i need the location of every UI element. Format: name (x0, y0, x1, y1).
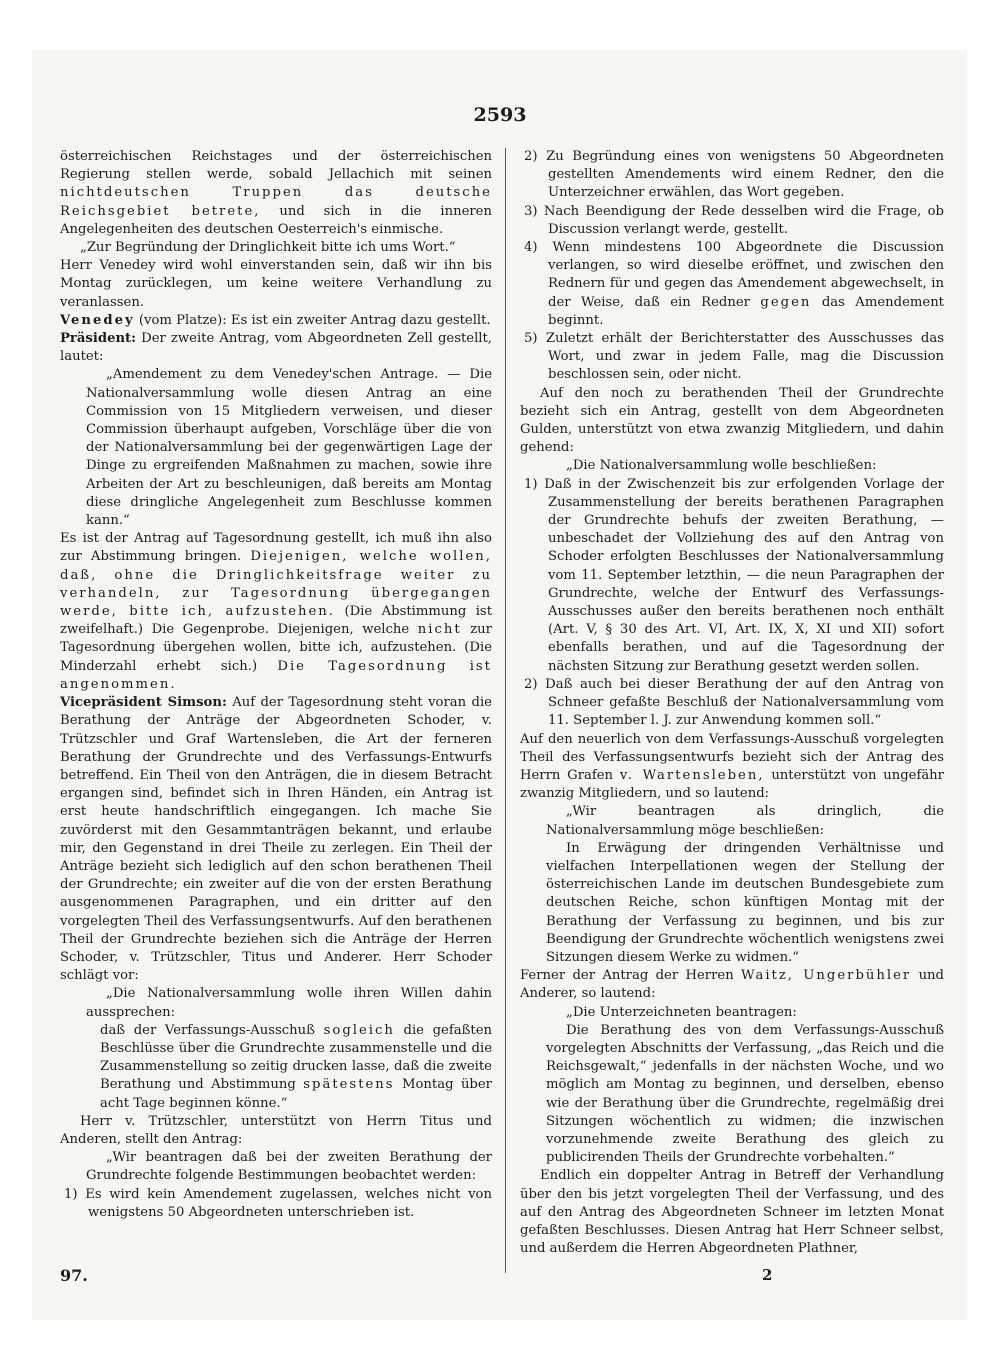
quoted-motion: „Wir beantragen daß bei der zweiten Berathung der Grundrechte folgende Bestimmungen beobachtet werden: (86, 1150, 492, 1184)
paragraph: Vicepräsident Simson: Auf der Tagesordnung steht voran die Berathung der Anträge der Abgeordneten Schoder, v. Trützschler und Graf Wartensleben, die Art der ferneren Berathung der Grundrechte und des Verfassungs-Entwurfs betreffend. Ein Theil von den Anträgen, die in diesem Betracht ergangen sind, befindet sich in Ihren Händen, ein Antrag ist erst heute handschriftlich eingegangen. Ich mache Sie zuvörderst mit den Gesammtanträgen bekannt, und erlaube mir, den Gegenstand in drei Theile zu zerlegen. Ein Theil der Anträge bezieht sich lediglich auf den schon berathenen Theil der Grundrechte; ein zweiter auf die von der ersten Berathung ausgenommenen Paragraphen, und ein dritter auf den vorgelegten Theil des Verfassungsentwurfs. Auf den berathenen Theil der Grundrechte beziehen sich die Anträge der Herren Schoder, v. Trützschler, Titus und Anderer. Herr Schoder schlägt vor: (60, 695, 492, 984)
list-item: 1) Daß in der Zwischenzeit bis zur erfolgenden Vorlage der Zusammenstellung der bereits berathenen Paragraphen der Grundrechte behufs der zweiten Berathung, — unbeschadet der Vollziehung des auf den Antrag von Schoder erfolgten Beschlusses der Nationalversammlung vom 11. September letzthin, — die neun Paragraphen der Grundrechte, welche der Entwurf des Verfassungs-Ausschusses außer den bereits berathenen noch enthält (Art. V, § 30 des Art. VI, Art. IX, X, XI und XII) sofort ebenfalls berathen, und auf die Tagesordnung der nächsten Sitzung zur Berathung gesetzt werden sollen. (524, 476, 944, 674)
paragraph: Ferner der Antrag der Herren Waitz, Ungerbühler und Anderer, so lautend: (520, 968, 944, 1002)
list-item: 2) Daß auch bei dieser Berathung der auf den Antrag von Schneer gefaßte Beschluß der Nationalversammlung vom 11. September l. J. zur Anwendung kommen soll.“ (524, 676, 944, 729)
list-item: 4) Wenn mindestens 100 Abgeordnete die Discussion verlangen, so wird dieselbe eröffnet, und zwischen den Rednern für und gegen das Amendement abgewechselt, in der Weise, daß ein Redner gegen das Amendement beginnt. (524, 240, 944, 328)
quoted-motion: daß der Verfassungs-Ausschuß sogleich die gefaßten Beschlüsse über die Grundrechte zusammenstelle und die Zusammenstellung so zeitig drucken lasse, daß die zweite Berathung und Abstimmung spätestens Montag über acht Tage beginnen könne.“ (100, 1022, 492, 1111)
paragraph: Endlich ein doppelter Antrag in Betreff der Verhandlung über den bis jetzt vorgelegten Theil der Verfassung, und des auf den Antrag des Abgeordneten Schneer im letzten Monat gefaßten Beschlusses. Diesen Antrag hat Herr Schneer selbst, und außerdem die Herren Abgeordneten Plathner, (520, 1168, 944, 1257)
list-item: 5) Zuletzt erhält der Berichterstatter des Ausschusses das Wort, und zwar in jedem Falle, mag die Discussion beschlossen sein, oder nicht. (524, 331, 944, 383)
paragraph: „Zur Begründung der Dringlichkeit bitte ich ums Wort.“ (80, 240, 456, 256)
quoted-motion: „Die Nationalversammlung wolle beschließen: (566, 458, 877, 474)
signature-mark: 2 (762, 1266, 773, 1284)
right-column (520, 148, 944, 1258)
quoted-motion: „Die Unterzeichneten beantragen: (566, 1004, 797, 1020)
list-item: 3) Nach Beendigung der Rede desselben wird die Frage, ob Discussion verlangt werde, gestellt. (524, 203, 944, 237)
quoted-motion: Die Berathung des von dem Verfassungs-Ausschuß vorgelegten Abschnitts der Verfassung, „das Reich und die Reichsgewalt,“ jedenfalls in der nächsten Woche, und wo möglich am Montag zu beginnen, und derselben, ebenso wie der Berathung über die Grundrechte, regelmäßig drei Sitzungen wöchentlich zu widmen; die inzwischen vorzunehmende zweite Berathung des gleich zu publicirenden Theils der Grundrechte vorbehalten.“ (546, 1022, 944, 1166)
list-item: 1) Es wird kein Amendement zugelassen, welches nicht von wenigstens 50 Abgeordneten unterschrieben ist. (64, 1186, 492, 1220)
paragraph: Auf den noch zu berathenden Theil der Grundrechte bezieht sich ein Antrag, gestellt von dem Abgeordneten Gulden, unterstützt von etwa zwanzig Mitgliedern, und dahin gehend: (520, 385, 944, 456)
quoted-motion: „Die Nationalversammlung wolle ihren Willen dahin aussprechen: (86, 986, 492, 1020)
quoted-motion: „Amendement zu dem Venedey'schen Antrage. — Die Nationalversammlung wolle diesen Antrag an eine Commission von 15 Mitgliedern verweisen, und dieser Commission überhaupt aufgeben, Vorschläge über die von der Nationalversammlung bei der gegenwärtigen Lage der Dinge zu ergreifenden Maßnahmen zu machen, sowie ihre Arbeiten der Art zu beschleunigen, daß bereits am Montag diese dringliche Angelegenheit zum Beschlusse kommen kann.“ (86, 367, 492, 529)
quoted-motion: In Erwägung der dringenden Verhältnisse und vielfachen Interpellationen wegen der Stellung der österreichischen Lande im deutschen Bundesgebiete zum deutschen Reiche, schon künftigen Montag mit der Berathung der Verfassung zu beginnen, und bis zur Beendigung der Grundrechte wöchentlich wenigstens zwei Sitzungen diesem Werke zu widmen.“ (546, 840, 944, 965)
left-column (60, 148, 492, 1222)
speaker-name: Venedey (60, 312, 135, 328)
speaker-name: Präsident: (60, 331, 137, 347)
paragraph: Herr v. Trützschler, unterstützt von Herrn Titus und Anderen, stellt den Antrag: (60, 1113, 492, 1147)
speaker-name: Vicepräsident Simson: (60, 695, 227, 711)
list-item: 2) Zu Begründung eines von wenigstens 50 Abgeordneten gestellten Amendements wird einem Redner, den die Unterzeichner erwählen, das Wort gegeben. (524, 149, 944, 201)
sheet-number: 97. (60, 1266, 88, 1285)
column-divider (505, 148, 506, 1273)
page-number: 2593 (473, 104, 527, 126)
paragraph: Präsident: Der zweite Antrag, vom Abgeordneten Zell gestellt, lautet: (60, 331, 492, 365)
paragraph: Es ist der Antrag auf Tagesordnung gestellt, ich muß ihn also zur Abstimmung bringen. Diejenigen, welche wollen, daß, ohne die Dringlichkeitsfrage weiter zu verhandeln, zur Tagesordnung übergegangen werde, bitte ich, aufzustehen. (Die Abstimmung ist zweifelhaft.) Die Gegenprobe. Diejenigen, welche nicht zur Tagesordnung übergehen wollen, bitte ich, aufzustehen. (Die Minderzahl erhebt sich.) Die Tagesordnung ist angenommen. (60, 531, 492, 692)
paragraph: Herr Venedey wird wohl einverstanden sein, daß wir ihn bis Montag zurücklegen, um keine weitere Verhandlung zu veranlassen. (60, 258, 492, 310)
paragraph: österreichischen Reichstages und der österreichischen Regierung stellen werde, sobald Jellachich mit seinen nichtdeutschen Truppen das deutsche Reichsgebiet betrete, und sich in die inneren Angelegenheiten des deutschen Oesterreich's einmische. (60, 149, 492, 237)
paragraph: Auf den neuerlich von dem Verfassungs-Ausschuß vorgelegten Theil des Verfassungsentwurfs bezieht sich der Antrag des Herrn Grafen v. Wartensleben, unterstützt von ungefähr zwanzig Mitgliedern, und so lautend: (520, 731, 944, 802)
paragraph: Venedey (vom Platze): Es ist ein zweiter Antrag dazu gestellt. (60, 312, 491, 328)
quoted-motion: „Wir beantragen als dringlich, die Nationalversammlung möge beschließen: (546, 804, 944, 838)
